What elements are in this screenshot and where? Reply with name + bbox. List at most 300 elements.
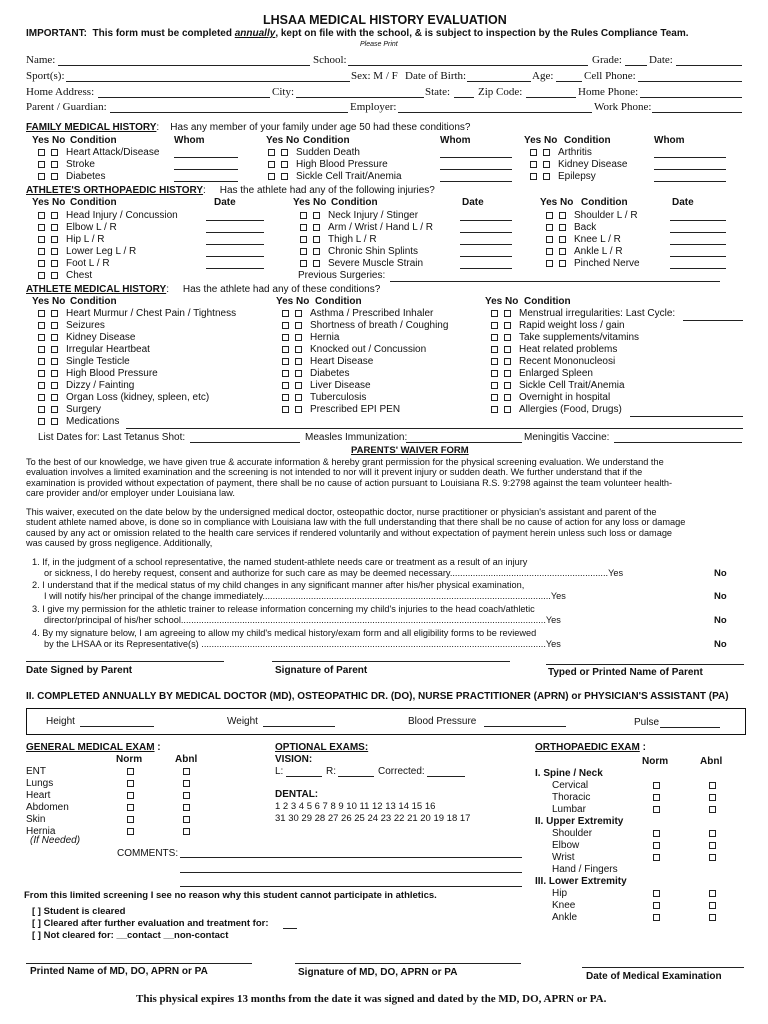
no-checkbox[interactable] xyxy=(51,149,58,156)
no-checkbox[interactable] xyxy=(295,322,302,329)
abnl-checkbox[interactable] xyxy=(709,842,716,849)
yes-checkbox[interactable] xyxy=(491,322,498,329)
contact-option[interactable]: __contact xyxy=(116,930,161,941)
norm-checkbox[interactable] xyxy=(653,842,660,849)
no-checkbox[interactable] xyxy=(295,346,302,353)
yes-checkbox[interactable] xyxy=(282,358,289,365)
cell-field[interactable] xyxy=(638,81,742,82)
if-needed-label: (If Needed) xyxy=(30,835,81,846)
yes-checkbox[interactable] xyxy=(38,406,45,413)
abnl-checkbox[interactable] xyxy=(709,806,716,813)
ortho-exam-item: III. Lower Extremity xyxy=(535,876,627,887)
work-phone-field[interactable] xyxy=(652,112,742,113)
no-checkbox[interactable] xyxy=(51,406,58,413)
cleared-after-option[interactable]: [ ] Cleared after further evaluation and treatment for: xyxy=(32,918,269,929)
yes-checkbox[interactable] xyxy=(38,370,45,377)
yes-checkbox[interactable] xyxy=(300,236,307,243)
family-heading: FAMILY MEDICAL HISTORY: Has any member of your family under age 50 had these conditions? xyxy=(26,122,471,133)
family-col1-whom: Whom xyxy=(174,135,205,146)
name-field[interactable] xyxy=(58,65,310,66)
weight-field[interactable] xyxy=(263,726,335,727)
yes-checkbox[interactable] xyxy=(38,149,45,156)
ortho-condition-label: Elbow L / R xyxy=(66,222,117,233)
abnl-checkbox[interactable] xyxy=(183,792,190,799)
yes-checkbox[interactable] xyxy=(282,334,289,341)
norm-checkbox[interactable] xyxy=(127,816,134,823)
cleared-option[interactable]: [ ] Student is cleared xyxy=(32,906,126,917)
zip-label: Zip Code: xyxy=(478,86,523,98)
printed-name-field[interactable] xyxy=(26,963,252,964)
general-exam-item: Skin xyxy=(26,814,46,825)
no-checkbox[interactable] xyxy=(504,382,511,389)
abnl-checkbox[interactable] xyxy=(183,780,190,787)
family-condition-field[interactable] xyxy=(440,181,512,182)
family-condition-field[interactable] xyxy=(654,181,726,182)
yes-checkbox[interactable] xyxy=(38,260,45,267)
pulse-field[interactable] xyxy=(660,727,720,728)
date-exam-field[interactable] xyxy=(582,967,744,968)
norm-checkbox[interactable] xyxy=(127,804,134,811)
cleared-after-field[interactable] xyxy=(283,928,297,929)
abnl-checkbox[interactable] xyxy=(183,816,190,823)
norm-checkbox[interactable] xyxy=(653,806,660,813)
no-checkbox[interactable] xyxy=(559,248,566,255)
not-cleared-label: [ ] Not cleared for: xyxy=(32,930,114,941)
athlete-condition-row xyxy=(38,369,158,379)
family-col2-yesno: Yes No xyxy=(266,135,300,146)
yes-checkbox[interactable] xyxy=(491,310,498,317)
yes-checkbox[interactable] xyxy=(530,161,537,168)
no-checkbox[interactable] xyxy=(504,358,511,365)
no-checkbox[interactable] xyxy=(313,248,320,255)
no-checkbox[interactable] xyxy=(295,358,302,365)
yes-checkbox[interactable] xyxy=(546,236,553,243)
no-checkbox[interactable] xyxy=(504,322,511,329)
general-norm-header: Norm xyxy=(116,754,143,765)
non-contact-option[interactable]: __non-contact xyxy=(163,930,229,941)
date-signed-label: Date Signed by Parent xyxy=(26,665,133,676)
athlete-col1-yesno: Yes No xyxy=(32,296,66,307)
comments-field-3[interactable] xyxy=(180,886,522,887)
ortho-condition-field[interactable] xyxy=(460,220,512,221)
no-checkbox[interactable] xyxy=(295,334,302,341)
ortho-title: ATHLETE'S ORTHOPAEDIC HISTORY xyxy=(26,185,204,196)
athlete-condition-label: Surgery xyxy=(66,404,102,415)
family-col3-whom: Whom xyxy=(654,135,685,146)
yes-checkbox[interactable] xyxy=(268,161,275,168)
norm-checkbox[interactable] xyxy=(127,828,134,835)
ortho-condition-row xyxy=(38,211,178,221)
ortho-col3-date: Date xyxy=(672,197,694,208)
sig-parent-field[interactable] xyxy=(272,661,510,662)
yes-checkbox[interactable] xyxy=(38,334,45,341)
yes-checkbox[interactable] xyxy=(300,224,307,231)
no-checkbox[interactable] xyxy=(51,334,58,341)
ortho-condition-field[interactable] xyxy=(206,220,264,221)
yes-checkbox[interactable] xyxy=(491,382,498,389)
athlete-condition-row xyxy=(38,333,135,343)
ortho-condition-label: Hip L / R xyxy=(66,234,105,245)
yes-checkbox[interactable] xyxy=(300,212,307,219)
no-checkbox[interactable] xyxy=(51,272,58,279)
ortho-question: Has the athlete had any of the following injuries? xyxy=(219,185,435,196)
ortho-exam-item: Thoracic xyxy=(552,792,591,803)
yes-checkbox[interactable] xyxy=(491,358,498,365)
family-condition-label: Arthritis xyxy=(558,147,592,158)
abnl-checkbox[interactable] xyxy=(709,902,716,909)
family-title: FAMILY MEDICAL HISTORY xyxy=(26,122,157,133)
yes-checkbox[interactable] xyxy=(491,334,498,341)
abnl-checkbox[interactable] xyxy=(183,768,190,775)
no-checkbox[interactable] xyxy=(281,173,288,180)
waiver-p1-line: To the best of our knowledge, we have given true & accurate information & hereby grant permission for the physical screening evaluation. We understand the xyxy=(26,457,664,467)
ortho-exam-item: Elbow xyxy=(552,840,580,851)
abnl-checkbox[interactable] xyxy=(709,914,716,921)
athlete-condition-row xyxy=(38,309,236,319)
waiver-p1-line: evaluation involves a limited examination and the screening is not intended to nor will it prevent injury or sudden death. We further understand that if the xyxy=(26,467,643,478)
waiver-no-option[interactable]: No xyxy=(714,591,727,602)
no-checkbox[interactable] xyxy=(559,236,566,243)
no-checkbox[interactable] xyxy=(51,394,58,401)
no-checkbox[interactable] xyxy=(504,406,511,413)
yes-checkbox[interactable] xyxy=(300,260,307,267)
grade-label: Grade: xyxy=(592,54,622,66)
family-condition-row xyxy=(38,172,105,182)
no-checkbox[interactable] xyxy=(313,260,320,267)
athlete-condition-label: Prescribed EPI PEN xyxy=(310,404,401,415)
athlete-condition-label: Hernia xyxy=(310,332,340,343)
family-col2-whom: Whom xyxy=(440,135,471,146)
no-checkbox[interactable] xyxy=(51,358,58,365)
tetanus-field[interactable] xyxy=(190,442,300,443)
no-checkbox[interactable] xyxy=(51,161,58,168)
yes-checkbox[interactable] xyxy=(546,248,553,255)
yes-checkbox[interactable] xyxy=(38,212,45,219)
athlete-condition-row xyxy=(491,369,593,379)
yes-checkbox[interactable] xyxy=(491,370,498,377)
parent-label: Parent / Guardian: xyxy=(26,101,107,113)
yes-checkbox[interactable] xyxy=(38,272,45,279)
no-checkbox[interactable] xyxy=(295,370,302,377)
ortho-condition-label: Thigh L / R xyxy=(328,234,377,245)
yes-checkbox[interactable] xyxy=(530,173,537,180)
height-field[interactable] xyxy=(80,726,154,727)
no-checkbox[interactable] xyxy=(504,394,511,401)
yes-checkbox[interactable] xyxy=(38,322,45,329)
dob-field[interactable] xyxy=(467,81,531,82)
ortho-condition-field[interactable] xyxy=(670,232,726,233)
family-condition-field[interactable] xyxy=(654,169,726,170)
ortho-condition-field[interactable] xyxy=(460,256,512,257)
no-checkbox[interactable] xyxy=(313,236,320,243)
yes-checkbox[interactable] xyxy=(38,382,45,389)
signature-field[interactable] xyxy=(295,963,521,964)
family-condition-row xyxy=(268,172,402,182)
waiver-item-line2: or sickness, I do hereby request, consent and authorize for such care as may be deemed necessary..............................................................Yes xyxy=(44,568,624,578)
abnl-checkbox[interactable] xyxy=(709,782,716,789)
no-checkbox[interactable] xyxy=(51,212,58,219)
waiver-p1-line: examination is provided without expectation of payment, there shall be no cause of action pursuant to Louisiana R.S. 9:2798 against the team volunteer health- xyxy=(26,477,673,488)
dental-bottom-teeth: 31 30 29 28 27 26 25 24 23 22 21 20 19 18 17 xyxy=(275,813,471,824)
date-field[interactable] xyxy=(676,65,742,66)
family-condition-field[interactable] xyxy=(440,169,512,170)
general-exam-title: GENERAL MEDICAL EXAM xyxy=(26,742,155,753)
important-notice xyxy=(26,29,689,39)
no-checkbox[interactable] xyxy=(504,346,511,353)
ortho-condition-field[interactable] xyxy=(670,256,726,257)
athlete-condition-label: Sickle Cell Trait/Anemia xyxy=(519,380,625,391)
athlete-condition-label: Overnight in hospital xyxy=(519,392,611,403)
no-checkbox[interactable] xyxy=(504,334,511,341)
ortho-condition-field[interactable] xyxy=(206,256,264,257)
last-cycle-field[interactable] xyxy=(683,320,743,321)
abnl-checkbox[interactable] xyxy=(709,794,716,801)
no-checkbox[interactable] xyxy=(313,224,320,231)
no-checkbox[interactable] xyxy=(543,149,550,156)
yes-checkbox[interactable] xyxy=(38,236,45,243)
abnl-checkbox[interactable] xyxy=(183,828,190,835)
city-field[interactable] xyxy=(296,97,424,98)
previous-surgeries-field[interactable] xyxy=(390,281,720,282)
athlete-condition-label: Asthma / Prescribed Inhaler xyxy=(310,308,434,319)
athlete-question: Has the athlete had any of these conditions? xyxy=(182,284,381,295)
ortho-condition-field[interactable] xyxy=(206,244,264,245)
no-checkbox[interactable] xyxy=(51,322,58,329)
athlete-condition-label: Shortness of breath / Coughing xyxy=(310,320,449,331)
no-checkbox[interactable] xyxy=(51,260,58,267)
corrected-field[interactable] xyxy=(427,776,465,777)
norm-checkbox[interactable] xyxy=(127,768,134,775)
norm-checkbox[interactable] xyxy=(653,914,660,921)
no-checkbox[interactable] xyxy=(51,370,58,377)
waiver-no-option[interactable]: No xyxy=(714,568,727,579)
norm-checkbox[interactable] xyxy=(127,792,134,799)
important-rest: , kept on file with the school, & is subject to inspection by the Rules Compliance Team. xyxy=(275,28,689,39)
yes-checkbox[interactable] xyxy=(38,173,45,180)
allergies-field[interactable] xyxy=(630,416,743,417)
grade-field[interactable] xyxy=(625,65,647,66)
yes-checkbox[interactable] xyxy=(268,173,275,180)
sig-parent-label: Signature of Parent xyxy=(275,665,368,676)
typed-name-field[interactable] xyxy=(546,664,744,665)
athlete-condition-label: Irregular Heartbeat xyxy=(66,344,150,355)
ortho-condition-label: Pinched Nerve xyxy=(574,258,640,269)
yes-checkbox[interactable] xyxy=(38,248,45,255)
no-checkbox[interactable] xyxy=(295,382,302,389)
abnl-checkbox[interactable] xyxy=(709,830,716,837)
medications-field[interactable] xyxy=(126,428,743,429)
no-checkbox[interactable] xyxy=(51,248,58,255)
norm-checkbox[interactable] xyxy=(653,902,660,909)
yes-checkbox[interactable] xyxy=(282,310,289,317)
section2-title: II. COMPLETED ANNUALLY BY MEDICAL DOCTOR (MD), OSTEOPATHIC DR. (DO), NURSE PRACTITIONER (APRN) or PHYSICIAN'S ASSISTANT (PA) xyxy=(26,691,729,702)
ortho-condition-row xyxy=(38,223,117,233)
comments-field-1[interactable] xyxy=(180,857,522,858)
ortho-condition-field[interactable] xyxy=(206,232,264,233)
ortho-condition-field[interactable] xyxy=(670,220,726,221)
no-checkbox[interactable] xyxy=(281,149,288,156)
typed-name-label: Typed or Printed Name of Parent xyxy=(548,667,703,678)
family-condition-field[interactable] xyxy=(174,169,238,170)
yes-checkbox[interactable] xyxy=(282,346,289,353)
athlete-condition-label: Tuberculosis xyxy=(310,392,367,403)
tetanus-label: List Dates for: Last Tetanus Shot: xyxy=(38,432,186,443)
ortho-condition-field[interactable] xyxy=(460,268,512,269)
no-checkbox[interactable] xyxy=(295,310,302,317)
no-checkbox[interactable] xyxy=(543,161,550,168)
waiver-title: PARENTS' WAIVER FORM xyxy=(351,445,469,456)
ortho-condition-field[interactable] xyxy=(670,268,726,269)
athlete-condition-label: High Blood Pressure xyxy=(66,368,158,379)
age-field[interactable] xyxy=(556,81,582,82)
no-checkbox[interactable] xyxy=(313,212,320,219)
ortho-condition-label: Arm / Wrist / Hand L / R xyxy=(328,222,434,233)
home-address-field[interactable] xyxy=(98,97,270,98)
ortho-condition-row xyxy=(38,235,105,245)
athlete-col2-yesno: Yes No xyxy=(276,296,310,307)
yes-checkbox[interactable] xyxy=(491,394,498,401)
family-condition-field[interactable] xyxy=(174,157,238,158)
athlete-condition-label: Liver Disease xyxy=(310,380,371,391)
family-condition-field[interactable] xyxy=(654,157,726,158)
zip-field[interactable] xyxy=(526,97,576,98)
ortho-exam-item: Wrist xyxy=(552,852,575,863)
waiver-item-line1: 1. If, in the judgment of a school representative, the named student-athlete needs care or treatment as a result of an injury xyxy=(32,557,528,567)
no-checkbox[interactable] xyxy=(295,394,302,401)
athlete-condition-label: Heart Murmur / Chest Pain / Tightness xyxy=(66,308,237,319)
no-checkbox[interactable] xyxy=(51,382,58,389)
no-checkbox[interactable] xyxy=(504,370,511,377)
yes-checkbox[interactable] xyxy=(38,161,45,168)
no-checkbox[interactable] xyxy=(281,161,288,168)
yes-checkbox[interactable] xyxy=(38,224,45,231)
waiver-no-option[interactable]: No xyxy=(714,615,727,626)
ortho-condition-label: Foot L / R xyxy=(66,258,110,269)
abnl-checkbox[interactable] xyxy=(709,890,716,897)
norm-checkbox[interactable] xyxy=(653,854,660,861)
no-checkbox[interactable] xyxy=(559,224,566,231)
yes-checkbox[interactable] xyxy=(491,406,498,413)
yes-checkbox[interactable] xyxy=(300,248,307,255)
athlete-condition-row xyxy=(491,393,610,403)
yes-checkbox[interactable] xyxy=(530,149,537,156)
no-checkbox[interactable] xyxy=(295,406,302,413)
yes-checkbox[interactable] xyxy=(282,382,289,389)
no-checkbox[interactable] xyxy=(543,173,550,180)
measles-field[interactable] xyxy=(406,442,522,443)
abnl-checkbox[interactable] xyxy=(183,804,190,811)
ortho-condition-field[interactable] xyxy=(460,244,512,245)
yes-checkbox[interactable] xyxy=(282,322,289,329)
ortho-exam-item: I. Spine / Neck xyxy=(535,768,603,779)
athlete-condition-label: Diabetes xyxy=(310,368,350,379)
yes-checkbox[interactable] xyxy=(38,310,45,317)
yes-checkbox[interactable] xyxy=(282,370,289,377)
vision-r-field[interactable] xyxy=(338,776,374,777)
yes-checkbox[interactable] xyxy=(268,149,275,156)
no-checkbox[interactable] xyxy=(559,260,566,267)
sports-field[interactable] xyxy=(66,81,350,82)
no-checkbox[interactable] xyxy=(51,310,58,317)
yes-checkbox[interactable] xyxy=(282,394,289,401)
athlete-condition-row xyxy=(491,405,622,415)
city-label: City: xyxy=(272,86,295,98)
important-prefix: IMPORTANT: xyxy=(26,28,87,39)
no-checkbox[interactable] xyxy=(504,310,511,317)
no-checkbox[interactable] xyxy=(51,418,58,425)
norm-checkbox[interactable] xyxy=(653,794,660,801)
norm-checkbox[interactable] xyxy=(653,890,660,897)
state-field[interactable] xyxy=(454,97,474,98)
waiver-no-option[interactable]: No xyxy=(714,639,727,650)
employer-field[interactable] xyxy=(398,112,592,113)
height-label: Height xyxy=(46,716,75,727)
work-phone-label: Work Phone: xyxy=(594,101,652,113)
yes-checkbox[interactable] xyxy=(546,224,553,231)
ortho-condition-row xyxy=(300,211,418,221)
no-checkbox[interactable] xyxy=(51,236,58,243)
ortho-condition-field[interactable] xyxy=(460,232,512,233)
meningitis-field[interactable] xyxy=(614,442,742,443)
general-exam-heading: GENERAL MEDICAL EXAM : xyxy=(26,742,161,753)
bp-field[interactable] xyxy=(484,726,566,727)
home-phone-field[interactable] xyxy=(640,97,742,98)
vision-l-field[interactable] xyxy=(286,776,322,777)
yes-checkbox[interactable] xyxy=(38,418,45,425)
yes-checkbox[interactable] xyxy=(38,346,45,353)
athlete-condition-row xyxy=(38,417,119,427)
parent-field[interactable] xyxy=(110,112,348,113)
yes-checkbox[interactable] xyxy=(282,406,289,413)
family-condition-field[interactable] xyxy=(440,157,512,158)
no-checkbox[interactable] xyxy=(51,173,58,180)
ortho-condition-row xyxy=(38,271,92,281)
athlete-condition-label: Heart Disease xyxy=(310,356,374,367)
ortho-condition-field[interactable] xyxy=(670,244,726,245)
yes-checkbox[interactable] xyxy=(491,346,498,353)
waiver-p2-line: was caused by gross negligence. Additionally, xyxy=(26,538,213,549)
family-col1-yesno: Yes No xyxy=(32,135,66,146)
family-condition-field[interactable] xyxy=(174,181,238,182)
yes-checkbox[interactable] xyxy=(38,358,45,365)
date-signed-field[interactable] xyxy=(26,661,224,662)
comments-field-2[interactable] xyxy=(180,872,522,873)
important-emph: annually xyxy=(234,28,276,39)
name-label: Name: xyxy=(26,54,56,66)
waiver-item-line1: 2. I understand that if the medical status of my child changes in any significant manner after his/her physical examination, xyxy=(32,580,525,590)
no-checkbox[interactable] xyxy=(51,224,58,231)
athlete-condition-label: Take supplements/vitamins xyxy=(519,332,640,343)
general-exam-item: ENT xyxy=(26,766,46,777)
form-title: LHSAA MEDICAL HISTORY EVALUATION xyxy=(263,13,507,27)
ortho-condition-row xyxy=(38,247,136,257)
no-checkbox[interactable] xyxy=(559,212,566,219)
family-condition-label: Diabetes xyxy=(66,171,106,182)
yes-checkbox[interactable] xyxy=(546,260,553,267)
yes-checkbox[interactable] xyxy=(38,394,45,401)
school-field[interactable] xyxy=(348,65,588,66)
abnl-checkbox[interactable] xyxy=(709,854,716,861)
athlete-condition-label: Recent Mononucleosi xyxy=(519,356,616,367)
not-cleared-option[interactable] xyxy=(32,931,228,941)
yes-checkbox[interactable] xyxy=(546,212,553,219)
norm-checkbox[interactable] xyxy=(127,780,134,787)
ortho-abnl-header: Abnl xyxy=(700,756,723,767)
norm-checkbox[interactable] xyxy=(653,782,660,789)
no-checkbox[interactable] xyxy=(51,346,58,353)
norm-checkbox[interactable] xyxy=(653,830,660,837)
ortho-condition-field[interactable] xyxy=(206,268,264,269)
